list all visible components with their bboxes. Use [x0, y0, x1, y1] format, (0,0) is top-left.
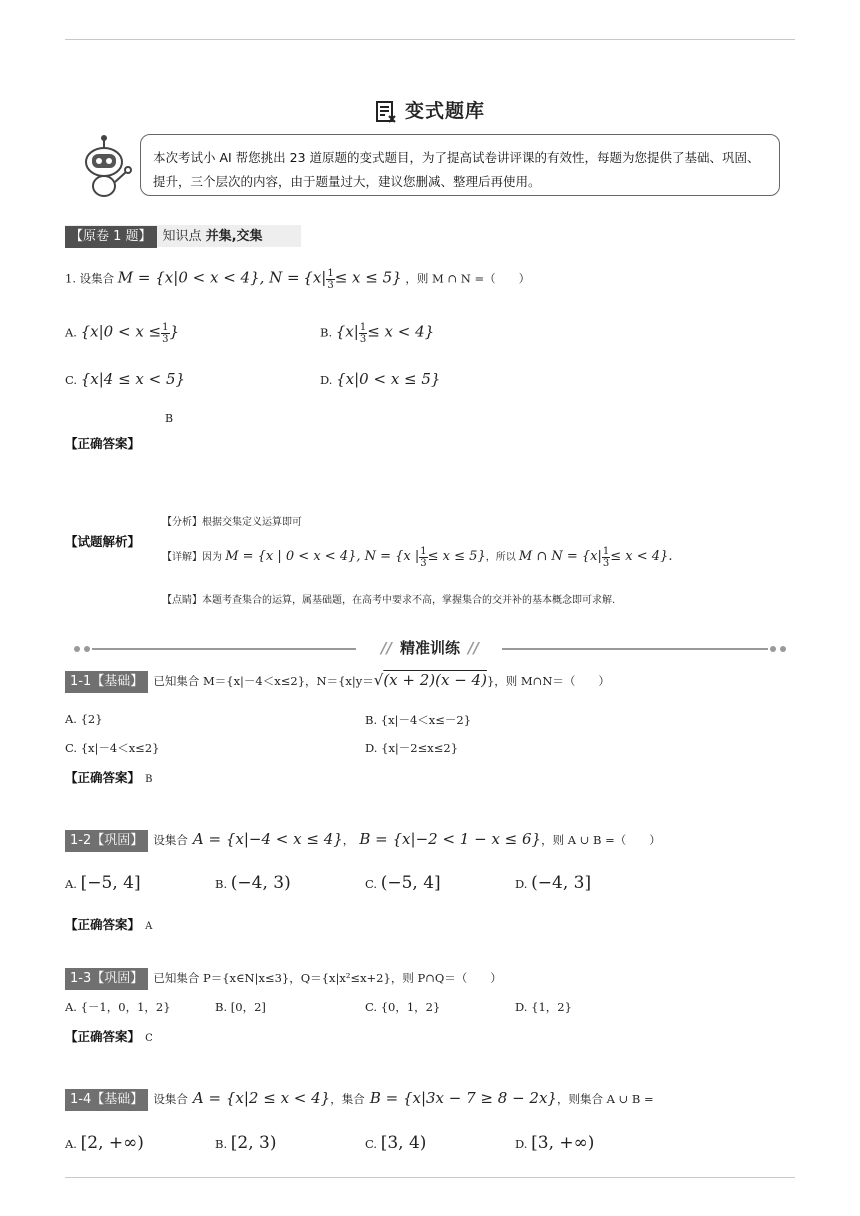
sqrt-sign: √: [373, 671, 384, 689]
q11-option-b: B. {x|－4＜x≤－2}: [365, 713, 472, 727]
robot-assistant-icon: [82, 134, 136, 200]
q13-option-d: D. {1，2}: [515, 1000, 572, 1014]
analysis-line-1: 【分析】根据交集定义运算即可: [162, 517, 302, 528]
q14-option-d: D. [3, +∞): [515, 1133, 595, 1153]
q11-option-c: C. {x|－4＜x≤2}: [65, 741, 160, 755]
q12-answer: 【正确答案】 A: [65, 917, 153, 932]
original-answer-value: B: [165, 412, 174, 425]
original-option-c: C. {x|4 ≤ x < 5}: [65, 370, 186, 388]
q11-text-end: }，则 M∩N＝（ ）: [486, 674, 610, 688]
q11-answer: 【正确答案】 B: [65, 770, 153, 785]
q14-option-b: B. [2, 3): [215, 1133, 277, 1153]
analysis-line-2: 【详解】因为 M = {x | 0 < x < 4}, N = {x | $\frac{1}{3}$ ≤ x ≤ 5}，所以 M ∩ N = {x| $\frac{1}{3}$ ≤ x < 4}.: [162, 546, 673, 569]
q11-text: 已知集合 M＝{x|－4＜x≤2}，N＝{x|y＝: [153, 674, 374, 688]
q13-text: 已知集合 P＝{x∈N|x≤3}，Q＝{x|x²≤x+2}，则 P∩Q＝（ ）: [153, 971, 502, 985]
q13-tag: 1-3【巩固】: [65, 968, 148, 990]
fraction-one-third: $\frac{1}{3}$: [327, 268, 334, 291]
page-title-text: 变式题库: [404, 100, 485, 122]
original-question-stem: [65, 268, 530, 291]
q12-option-a: A. [−5, 4]: [65, 873, 141, 893]
q13-option-b: B. [0，2]: [215, 1000, 266, 1014]
analysis-label: 【试题解析】: [65, 534, 141, 549]
intro-text-line1: 本次考试小 AI 帮您挑出 23 道原题的变式题目，为了提高试卷讲评课的有效性，每题为您提供了基础、巩固、: [153, 150, 760, 165]
q13-option-a: A. {－1，0，1，2}: [65, 1000, 171, 1014]
question-suffix: ，则 M ∩ N =（ ）: [405, 271, 531, 286]
knowledge-point-header: [65, 225, 301, 247]
q13-row: [65, 967, 502, 990]
q11-tag: 1-1【基础】: [65, 671, 148, 693]
original-option-d: D. {x|0 < x ≤ 5}: [320, 370, 441, 388]
original-answer-label: 【正确答案】: [65, 436, 141, 451]
question-prefix: 1. 设集合: [65, 271, 115, 286]
q11-option-a: A. {2}: [65, 712, 103, 726]
question-set-n-pre: {x|: [303, 268, 327, 287]
q11-sqrt: (x + 2)(x − 4): [383, 671, 487, 689]
q12-option-d: D. (−4, 3]: [515, 873, 592, 893]
q13-answer: 【正确答案】 C: [65, 1029, 153, 1044]
q13-option-c: C. {0，1，2}: [365, 1000, 441, 1014]
q11-row: [65, 670, 610, 693]
banner-title: // 精准训练 //: [381, 639, 479, 657]
knowledge-point-label: 知识点: [162, 229, 202, 244]
knowledge-point-value: 并集,交集: [205, 229, 263, 244]
intro-message-box: [140, 134, 780, 196]
top-rule: [65, 39, 795, 40]
question-set-n-post: ≤ x ≤ 5}: [334, 268, 402, 287]
q14-option-a: A. [2, +∞): [65, 1133, 144, 1153]
document-edit-icon: [375, 100, 397, 124]
page-title: [0, 96, 860, 124]
q12-option-c: C. (−5, 4]: [365, 873, 441, 893]
original-option-a: A. {x|0 < x ≤ $\frac{1}{3}$ }: [65, 322, 180, 345]
original-question-tag: 【原卷 1 题】: [65, 226, 157, 248]
q11-option-d: D. {x|－2≤x≤2}: [365, 741, 459, 755]
q12-option-b: B. (−4, 3): [215, 873, 291, 893]
q12-tag: 1-2【巩固】: [65, 830, 148, 852]
q14-tag: 1-4【基础】: [65, 1089, 148, 1111]
q12-row: 1-2【巩固】 设集合 A = {x|−4 < x ≤ 4}， B = {x|−2 < 1 − x ≤ 6}，则 A ∪ B =（ ）: [65, 829, 661, 852]
question-set-m: M = {x|0 < x < 4}, N =: [117, 268, 300, 287]
original-option-b: B. {x| $\frac{1}{3}$ ≤ x < 4}: [320, 322, 435, 345]
q14-row: 1-4【基础】 设集合 A = {x|2 ≤ x < 4}，集合 B = {x|3x − 7 ≥ 8 − 2x}，则集合 A ∪ B =: [65, 1088, 654, 1111]
bottom-rule: [65, 1177, 795, 1178]
analysis-line-3: 【点睛】本题考查集合的运算，属基础题，在高考中要求不高，掌握集合的交并补的基本概念即可求解.: [162, 595, 616, 606]
q14-option-c: C. [3, 4): [365, 1133, 427, 1153]
intro-text-line2: 提升，三个层次的内容，由于题量过大，建议您删减、整理后再使用。: [153, 174, 541, 189]
